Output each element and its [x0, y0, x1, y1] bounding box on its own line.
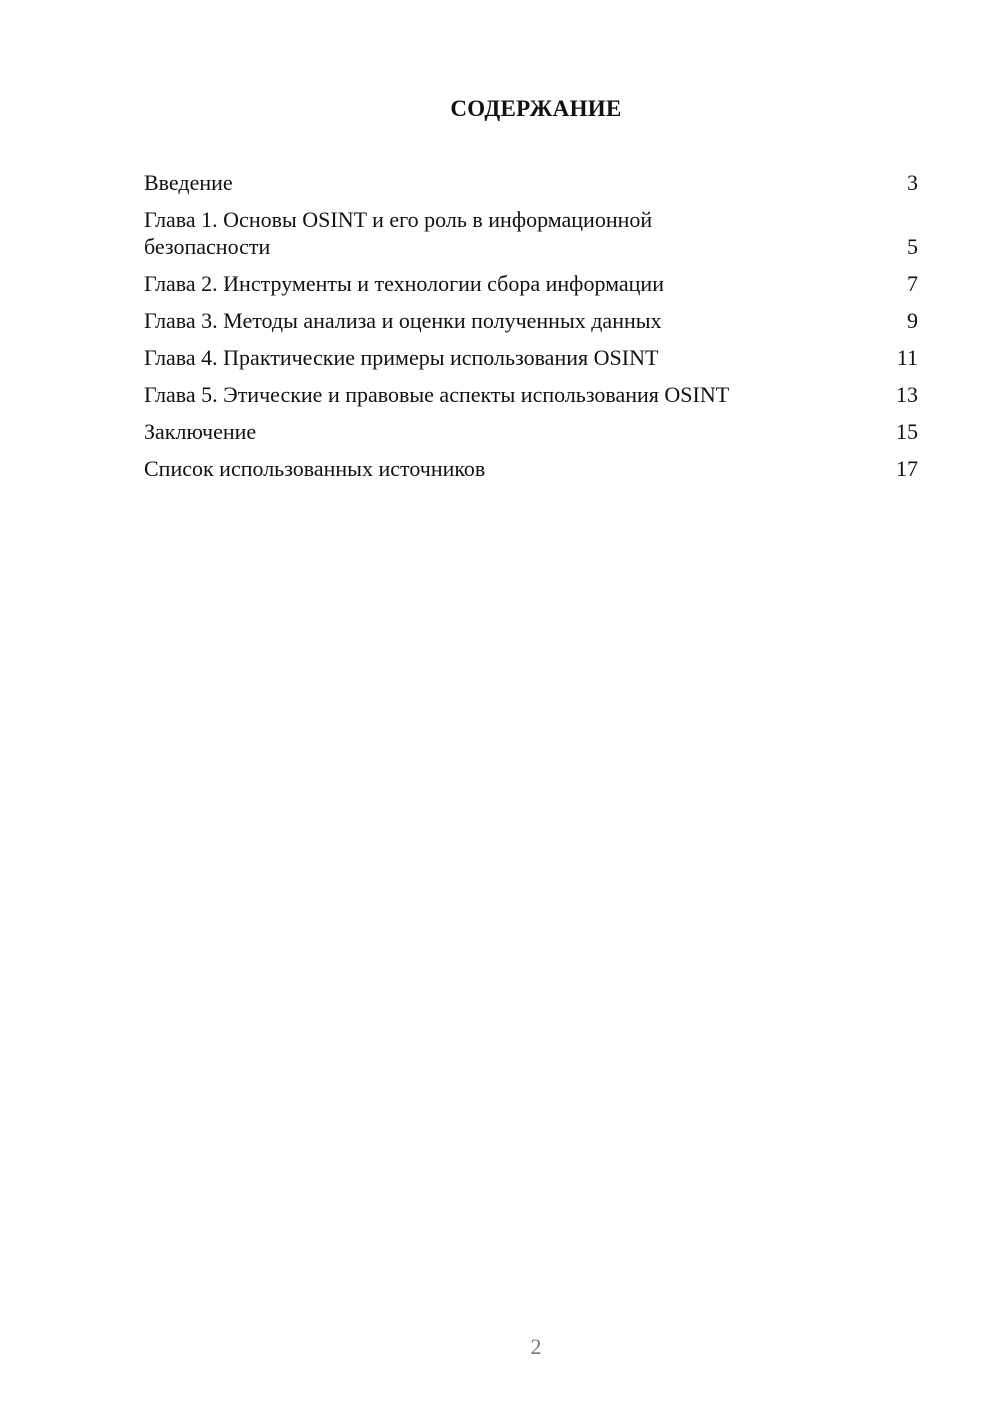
toc-title: СОДЕРЖАНИЕ [450, 96, 622, 121]
toc-entry-label: Заключение [144, 419, 257, 444]
toc-entry-page: 15 [896, 419, 918, 444]
toc-entry-label: Глава 5. Этические и правовые аспекты использования OSINT [144, 382, 730, 407]
toc-entry-label: Список использованных источников [144, 456, 486, 481]
toc-entry-chapter-3[interactable] [144, 307, 918, 334]
toc-entry-page: 13 [896, 382, 918, 407]
toc-entry-conclusion[interactable] [144, 418, 918, 445]
toc-entry-references[interactable] [144, 455, 918, 482]
toc-entry-label: Введение [144, 170, 233, 195]
page-number: 2 [530, 1334, 542, 1359]
toc-entry-page: 17 [896, 456, 918, 481]
toc-entry-label: Глава 1. Основы OSINT и его роль в информационной безопасности [144, 207, 653, 259]
toc-entry-chapter-1[interactable] [144, 206, 918, 260]
toc-entry-chapter-4[interactable] [144, 344, 918, 371]
toc-entry-introduction[interactable] [144, 169, 918, 196]
toc-entry-page: 5 [907, 234, 918, 259]
toc-entry-page: 7 [907, 271, 918, 296]
toc-entry-label: Глава 3. Методы анализа и оценки полученных данных [144, 308, 662, 333]
toc-entry-chapter-5[interactable] [144, 381, 918, 408]
toc-entry-page: 11 [896, 345, 918, 370]
toc-entry-label: Глава 4. Практические примеры использования OSINT [144, 345, 659, 370]
table-of-contents [144, 169, 918, 492]
toc-entry-page: 9 [907, 308, 918, 333]
toc-entry-chapter-2[interactable] [144, 270, 918, 297]
toc-entry-label: Глава 2. Инструменты и технологии сбора информации [144, 271, 664, 296]
toc-entry-page: 3 [907, 170, 918, 195]
